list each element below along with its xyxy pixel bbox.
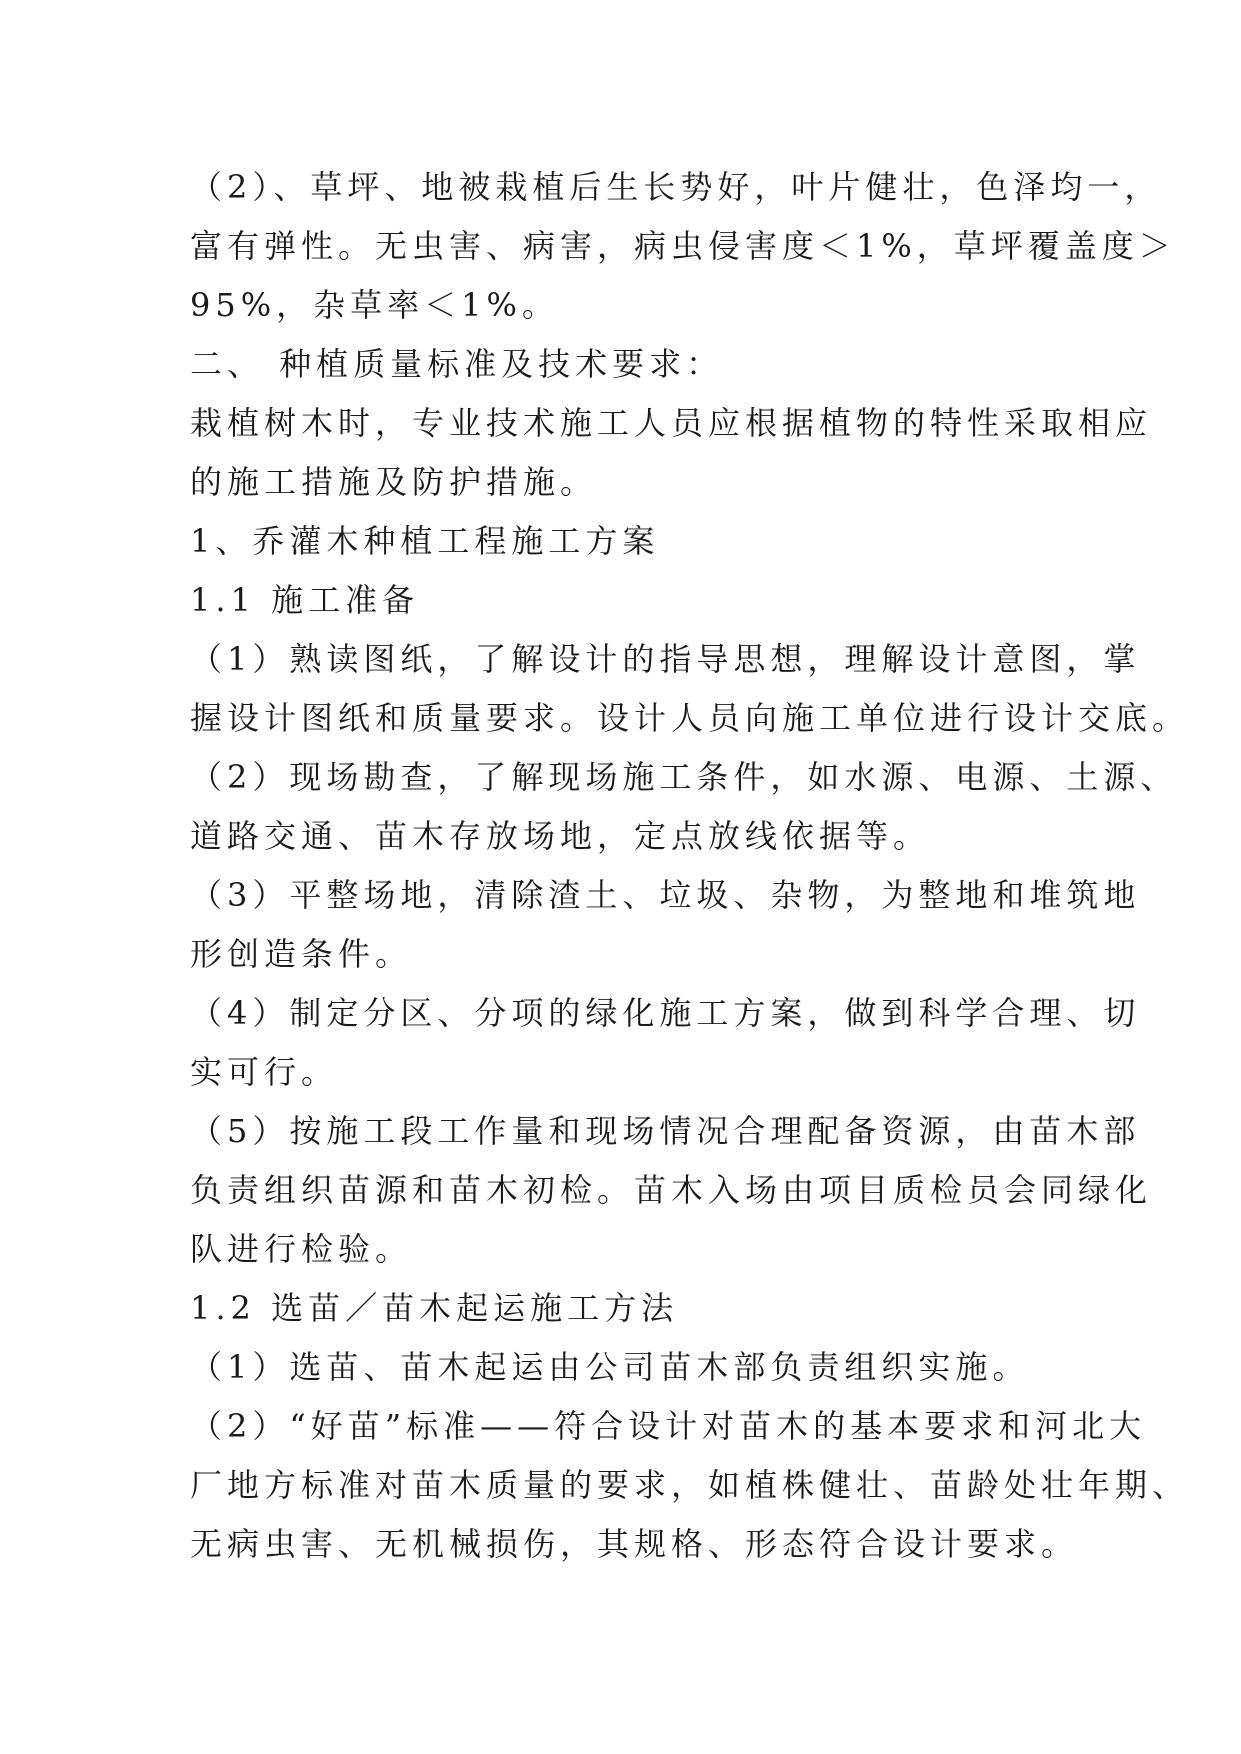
- paragraph-selection-item-1: [190, 1338, 1070, 1397]
- text-line: （5）按施工段工作量和现场情况合理配备资源，由苗木部: [190, 1112, 1141, 1150]
- text-line: 道路交通、苗木存放场地，定点放线依据等。: [190, 817, 931, 855]
- paragraph-item-5: [190, 1102, 1153, 1279]
- paragraph-item-2: [190, 748, 1178, 866]
- paragraph-planting-intro: [190, 394, 1153, 512]
- text-line: （2）“好苗”标准——符合设计对苗木的基本要求和河北大: [190, 1407, 1147, 1445]
- text-line: 厂地方标准对苗木质量的要求，如植株健壮、苗龄处壮年期、: [190, 1466, 1190, 1504]
- heading-line: 1.2 选苗／苗木起运施工方法: [190, 1289, 679, 1327]
- paragraph-item-1: [190, 630, 1190, 748]
- paragraph-item-4: [190, 984, 1141, 1102]
- paragraph-lawn-quality: [190, 158, 1176, 335]
- text-line: 栽植树木时，专业技术施工人员应根据植物的特性采取相应: [190, 404, 1153, 442]
- text-line: （2）、草坪、地被栽植后生长势好，叶片健壮，色泽均一，: [190, 168, 1162, 206]
- section-heading-tree-shrub-plan: [190, 512, 1070, 571]
- paragraph-selection-item-2: [190, 1397, 1190, 1574]
- text-line: （4）制定分区、分项的绿化施工方案，做到科学合理、切: [190, 994, 1141, 1032]
- text-line: （1）选苗、苗木起运由公司苗木部负责组织实施。: [190, 1348, 1030, 1386]
- text-line: （3）平整场地，清除渣土、垃圾、杂物，为整地和堆筑地: [190, 876, 1141, 914]
- text-line: 无病虫害、无机械损伤，其规格、形态符合设计要求。: [190, 1525, 1079, 1563]
- text-line: 富有弹性。无虫害、病害，病虫侵害度＜1%，草坪覆盖度＞: [190, 227, 1176, 265]
- paragraph-item-3: [190, 866, 1141, 984]
- text-line: 的施工措施及防护措施。: [190, 463, 598, 501]
- text-line: 负责组织苗源和苗木初检。苗木入场由项目质检员会同绿化: [190, 1171, 1153, 1209]
- text-line: 队进行检验。: [190, 1230, 413, 1268]
- heading-line: 1.1 施工准备: [190, 581, 420, 619]
- text-line: （2）现场勘查，了解现场施工条件，如水源、电源、土源、: [190, 758, 1178, 796]
- heading-line: 二、 种植质量标准及技术要求：: [190, 345, 724, 383]
- document-body: [190, 158, 1190, 1574]
- text-line: 握设计图纸和质量要求。设计人员向施工单位进行设计交底。: [190, 699, 1190, 737]
- text-line: （1）熟读图纸，了解设计的指导思想，理解设计意图，掌: [190, 640, 1141, 678]
- subsection-heading-preparation: [190, 571, 1070, 630]
- heading-line: 1、乔灌木种植工程施工方案: [190, 522, 660, 560]
- text-line: 形创造条件。: [190, 935, 413, 973]
- text-line: 实可行。: [190, 1053, 339, 1091]
- section-heading-planting-standards: [190, 335, 1070, 394]
- subsection-heading-seedling-selection: [190, 1279, 1070, 1338]
- text-line: 95%，杂草率＜1%。: [190, 286, 559, 324]
